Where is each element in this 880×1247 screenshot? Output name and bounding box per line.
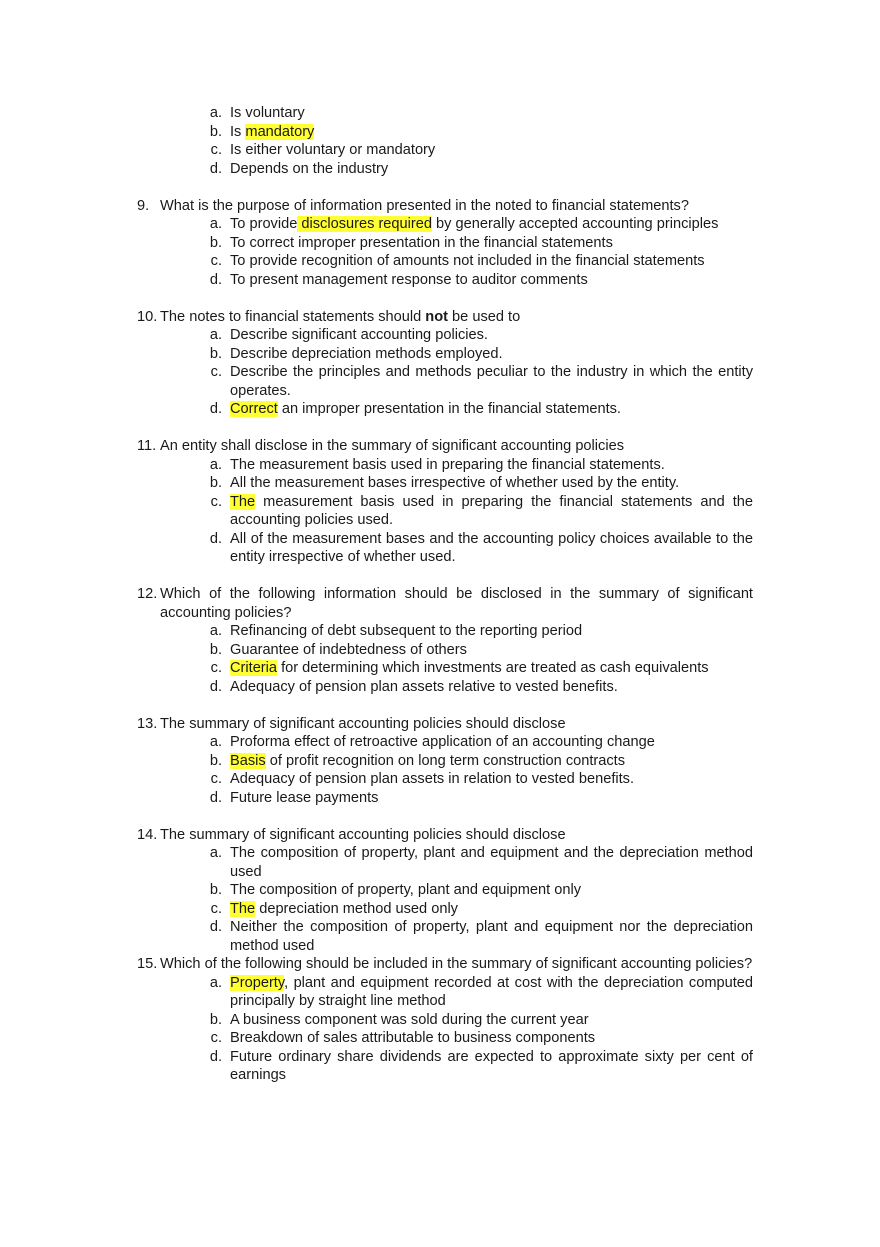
option-item: [199, 234, 753, 253]
option-item: [199, 104, 753, 123]
option-text: [230, 363, 753, 400]
option-letter: b.: [209, 882, 222, 898]
option-text: [230, 215, 753, 234]
option-text-rest: Future ordinary share dividends are expected to approximate sixty per cent of earnings: [230, 1048, 753, 1083]
option-text: [230, 493, 753, 530]
option-text-rest: Describe the principles and methods peculiar to the industry in which the entity operates.: [230, 364, 753, 399]
option-item: [199, 215, 753, 234]
option-text-rest: Describe significant accounting policies.: [230, 327, 488, 343]
option-text-rest: Breakdown of sales attributable to business components: [230, 1030, 596, 1046]
option-text-rest: for determining which investments are treated as cash equivalents: [277, 660, 709, 676]
question-line: [137, 585, 753, 622]
option-text-pre: Is: [230, 123, 246, 140]
question-line: [137, 437, 753, 456]
option-letter: c.: [210, 771, 222, 787]
question-text-bold: not: [425, 308, 448, 325]
option-item: [199, 622, 753, 641]
option-letter: d.: [209, 401, 222, 417]
option-text: [230, 252, 753, 271]
option-item: [199, 641, 753, 660]
option-text: [230, 456, 753, 475]
question-block: [137, 715, 753, 808]
option-text: [230, 881, 753, 900]
highlighted-answer: Property: [230, 974, 285, 991]
option-letter: b.: [209, 345, 222, 362]
option-list: [137, 622, 753, 696]
option-text: [230, 345, 753, 364]
option-item: [199, 363, 753, 400]
option-text-rest: A business component was sold during the current year: [230, 1011, 589, 1028]
question-block: [137, 437, 753, 567]
option-text-pre: To provide: [230, 216, 298, 232]
option-text: [230, 141, 753, 160]
option-item: [199, 659, 753, 678]
option-text-rest: Neither the composition of property, plant and equipment nor the depreciation method used: [230, 919, 753, 954]
question-text-pre: What is the purpose of information presented in the noted to financial statements?: [160, 197, 689, 214]
option-text: [230, 1029, 753, 1048]
option-text-rest: All of the measurement bases and the accounting policy choices available to the entity irrespective of whether used.: [230, 530, 753, 565]
option-text-rest: Proforma effect of retroactive application of an accounting change: [230, 734, 655, 750]
option-text-rest: by generally accepted accounting principles: [432, 216, 719, 232]
option-item: [199, 345, 753, 364]
option-list: [137, 974, 753, 1085]
option-list: [137, 215, 753, 289]
option-letter: a.: [209, 623, 222, 639]
option-item: [199, 530, 753, 567]
option-letter: c.: [210, 142, 222, 158]
option-list: [137, 733, 753, 807]
option-text: [230, 918, 753, 955]
option-letter: d.: [209, 789, 222, 806]
option-item: [199, 733, 753, 752]
option-text-rest: Depends on the industry: [230, 160, 389, 177]
question-line: [137, 308, 753, 327]
option-letter: d.: [209, 678, 222, 695]
question-line: [137, 715, 753, 734]
option-text-rest: , plant and equipment recorded at cost with the depreciation computed principally by straight line method: [230, 974, 753, 1009]
highlighted-answer: mandatory: [245, 123, 315, 140]
option-text: [230, 234, 753, 253]
option-list: [137, 326, 753, 419]
option-text: [230, 1048, 753, 1085]
option-item: [199, 844, 753, 881]
question-number: 14.: [137, 826, 158, 843]
option-text: [230, 622, 753, 641]
option-text: [230, 844, 753, 881]
option-letter: a.: [209, 845, 222, 861]
option-text: [230, 530, 753, 567]
question-text: [160, 826, 753, 845]
option-item: [199, 160, 753, 179]
option-letter: b.: [209, 752, 222, 769]
option-item: [199, 271, 753, 290]
option-text-rest: Future lease payments: [230, 789, 379, 806]
option-item: [199, 400, 753, 419]
option-text-rest: depreciation method used only: [255, 900, 458, 917]
option-item: [199, 1048, 753, 1085]
question-text: [160, 308, 753, 327]
option-letter: a.: [209, 456, 222, 473]
continued-question: [137, 104, 753, 178]
question-text-pre: The summary of significant accounting policies should disclose: [160, 715, 566, 732]
option-text: [230, 1011, 753, 1030]
option-item: [199, 252, 753, 271]
question-text-post: be used to: [447, 308, 521, 325]
option-letter: c.: [210, 364, 222, 380]
option-text-rest: Adequacy of pension plan assets in relation to vested benefits.: [230, 771, 635, 787]
option-letter: d.: [209, 1048, 222, 1065]
question-block: [137, 955, 753, 1085]
highlighted-answer: Basis: [230, 752, 266, 769]
option-text-rest: of profit recognition on long term construction contracts: [265, 752, 626, 769]
question-text: [160, 955, 753, 974]
option-text-rest: All the measurement bases irrespective of whether used by the entity.: [230, 475, 680, 491]
option-text-rest: The composition of property, plant and equipment and the depreciation method used: [230, 845, 753, 880]
option-letter: a.: [209, 734, 222, 750]
question-number: 10.: [137, 308, 158, 325]
option-text: [230, 659, 753, 678]
question-number: 11.: [137, 438, 157, 454]
option-letter: c.: [210, 493, 222, 510]
option-text: [230, 789, 753, 808]
option-letter: a.: [209, 105, 222, 121]
option-text-rest: Adequacy of pension plan assets relative to vested benefits.: [230, 678, 618, 695]
option-text: [230, 104, 753, 123]
option-letter: c.: [210, 660, 222, 676]
option-letter: c.: [210, 253, 222, 269]
question-text-pre: The summary of significant accounting policies should disclose: [160, 826, 566, 843]
option-letter: c.: [210, 900, 222, 917]
question-text: [160, 437, 753, 456]
option-item: [199, 1029, 753, 1048]
option-text: [230, 400, 753, 419]
highlighted-answer: Correct: [230, 401, 278, 417]
option-text: [230, 770, 753, 789]
highlighted-answer: The: [230, 493, 256, 510]
option-item: [199, 493, 753, 530]
option-letter: d.: [209, 160, 222, 177]
option-letter: b.: [209, 1011, 222, 1028]
question-number: 9.: [137, 197, 150, 214]
option-item: [199, 900, 753, 919]
option-text-rest: an improper presentation in the financial statements.: [277, 401, 621, 417]
option-text: [230, 752, 753, 771]
question-number: 12.: [137, 586, 158, 602]
question-text-pre: Which of the following should be included in the summary of significant accounting policies?: [160, 956, 753, 972]
option-item: [199, 326, 753, 345]
option-item: [199, 474, 753, 493]
option-item: [199, 456, 753, 475]
option-item: [199, 123, 753, 142]
question-text-pre: An entity shall disclose in the summary of significant accounting policies: [160, 438, 624, 454]
option-text-rest: To provide recognition of amounts not included in the financial statements: [230, 253, 705, 269]
continued-options: [137, 104, 753, 178]
option-text-rest: To present management response to auditor comments: [230, 271, 588, 288]
option-text-rest: Is either voluntary or mandatory: [230, 142, 436, 158]
option-text: [230, 678, 753, 697]
option-text-rest: Refinancing of debt subsequent to the reporting period: [230, 623, 583, 639]
option-text: [230, 641, 753, 660]
question-text: [160, 197, 753, 216]
option-item: [199, 752, 753, 771]
question-line: [137, 197, 753, 216]
option-letter: d.: [209, 271, 222, 288]
option-item: [199, 1011, 753, 1030]
option-item: [199, 918, 753, 955]
highlighted-answer: The: [230, 900, 256, 917]
question-list: [137, 104, 753, 1103]
option-item: [199, 141, 753, 160]
option-letter: d.: [209, 530, 222, 547]
option-text-rest: Is voluntary: [230, 105, 305, 121]
option-text-rest: Guarantee of indebtedness of others: [230, 641, 467, 658]
option-letter: a.: [209, 327, 222, 343]
question-text-pre: Which of the following information should be disclosed in the summary of significant accounting policies?: [160, 586, 753, 621]
option-item: [199, 770, 753, 789]
option-text-rest: The measurement basis used in preparing the financial statements.: [230, 456, 665, 473]
option-list: [137, 456, 753, 567]
option-text: [230, 474, 753, 493]
option-letter: a.: [209, 216, 222, 232]
option-item: [199, 974, 753, 1011]
option-letter: d.: [209, 919, 222, 935]
option-item: [199, 881, 753, 900]
option-text: [230, 900, 753, 919]
question-block: [137, 197, 753, 290]
option-text: [230, 974, 753, 1011]
question-text: [160, 585, 753, 622]
option-item: [199, 678, 753, 697]
option-text: [230, 733, 753, 752]
option-list: [137, 844, 753, 955]
option-letter: b.: [209, 234, 222, 251]
option-letter: c.: [210, 1030, 222, 1046]
option-text-rest: measurement basis used in preparing the financial statements and the accounting policies used.: [230, 493, 753, 528]
question-line: [137, 955, 753, 974]
question-text-pre: The notes to financial statements should: [160, 308, 426, 325]
option-text: [230, 271, 753, 290]
highlighted-answer: Criteria: [230, 660, 278, 676]
option-text: [230, 123, 753, 142]
option-text-rest: The composition of property, plant and equipment only: [230, 882, 581, 898]
highlighted-answer: disclosures required: [297, 216, 432, 232]
option-letter: b.: [209, 123, 222, 140]
question-line: [137, 826, 753, 845]
question-number: 15.: [137, 956, 158, 972]
option-letter: a.: [209, 974, 222, 991]
option-text: [230, 160, 753, 179]
question-block: [137, 585, 753, 696]
option-text-rest: Describe depreciation methods employed.: [230, 345, 503, 362]
question-text: [160, 715, 753, 734]
option-item: [199, 789, 753, 808]
question-block: [137, 308, 753, 419]
question-number: 13.: [137, 715, 158, 732]
option-letter: b.: [209, 475, 222, 491]
option-text-rest: To correct improper presentation in the financial statements: [230, 234, 613, 251]
option-letter: b.: [209, 641, 222, 658]
option-text: [230, 326, 753, 345]
question-block: [137, 826, 753, 956]
